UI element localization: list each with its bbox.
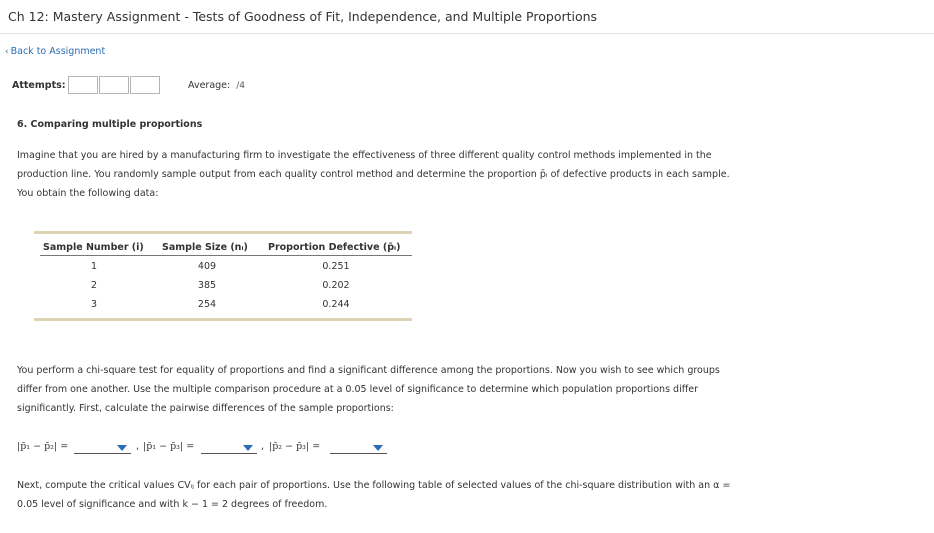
table-cell: 3 bbox=[90, 299, 98, 310]
col-header-sample-size: Sample Size (nᵢ) bbox=[162, 242, 248, 253]
table-cell: 1 bbox=[90, 261, 98, 272]
instructions-line: You perform a chi-square test for equality of proportions and find a significant difference among the proportions. Now you wish to see which groups bbox=[17, 365, 720, 376]
back-link-label: Back to Assignment bbox=[10, 46, 106, 57]
instructions-line: significantly. First, calculate the pairwise differences of the sample proportions: bbox=[17, 403, 394, 414]
separator: , bbox=[136, 441, 140, 452]
chevron-down-icon[interactable] bbox=[373, 445, 383, 451]
next-line: Next, compute the critical values CVᵢⱼ for each pair of proportions. Use the following table of selected values of the chi-square distribution with an α = bbox=[17, 480, 731, 491]
diff-1-3-label: |p̄₁ − p̄₃| = bbox=[143, 441, 195, 452]
intro-line: You obtain the following data: bbox=[17, 188, 159, 199]
attempt-box-2 bbox=[99, 76, 129, 94]
attempts-label: Attempts: bbox=[12, 80, 66, 91]
diff-2-3-dropdown[interactable] bbox=[330, 453, 387, 454]
table-cell: 2 bbox=[90, 280, 98, 291]
next-line: 0.05 level of significance and with k − 1 = 2 degrees of freedom. bbox=[17, 499, 328, 510]
page-title: Ch 12: Mastery Assignment - Tests of Goodness of Fit, Independence, and Multiple Proportions bbox=[8, 9, 598, 24]
table-top-rule bbox=[34, 231, 412, 234]
intro-paragraph bbox=[17, 146, 747, 203]
diff-1-3-dropdown[interactable] bbox=[201, 453, 257, 454]
table-header-divider bbox=[40, 255, 412, 256]
table-cell: 0.251 bbox=[322, 261, 350, 272]
attempt-box-1 bbox=[68, 76, 98, 94]
diff-1-2-dropdown[interactable] bbox=[74, 453, 131, 454]
instructions-paragraph bbox=[17, 361, 747, 418]
intro-line: production line. You randomly sample output from each quality control method and determine the proportion p̄ᵢ of defective products in each sample. bbox=[17, 169, 730, 180]
col-header-proportion: Proportion Defective (p̄ᵢ) bbox=[268, 242, 401, 253]
diff-2-3-label: |p̄₂ − p̄₃| = bbox=[269, 441, 321, 452]
table-cell: 0.202 bbox=[322, 280, 350, 291]
question-title: 6. Comparing multiple proportions bbox=[17, 119, 203, 130]
table-cell: 409 bbox=[197, 261, 217, 272]
average-label: Average: bbox=[188, 80, 231, 91]
chevron-left-icon: ‹ bbox=[5, 47, 9, 57]
table-cell: 0.244 bbox=[322, 299, 350, 310]
separator: , bbox=[261, 441, 265, 452]
instructions-line: differ from one another. Use the multiple comparison procedure at a 0.05 level of significance to determine which population proportions differ bbox=[17, 384, 699, 395]
diff-1-2-label: |p̄₁ − p̄₂| = bbox=[17, 441, 69, 452]
chevron-down-icon[interactable] bbox=[243, 445, 253, 451]
chevron-down-icon[interactable] bbox=[117, 445, 127, 451]
average-value: /4 bbox=[236, 81, 246, 91]
next-paragraph bbox=[17, 476, 747, 514]
table-cell: 254 bbox=[197, 299, 217, 310]
back-to-assignment-link[interactable] bbox=[5, 46, 105, 57]
table-cell: 385 bbox=[197, 280, 217, 291]
col-header-sample-number: Sample Number (i) bbox=[43, 242, 144, 253]
attempt-box-3 bbox=[130, 76, 160, 94]
average-display bbox=[188, 80, 245, 91]
intro-line: Imagine that you are hired by a manufacturing firm to investigate the effectiveness of three different quality control methods implemented in the bbox=[17, 150, 712, 161]
table-bottom-rule bbox=[34, 318, 412, 321]
